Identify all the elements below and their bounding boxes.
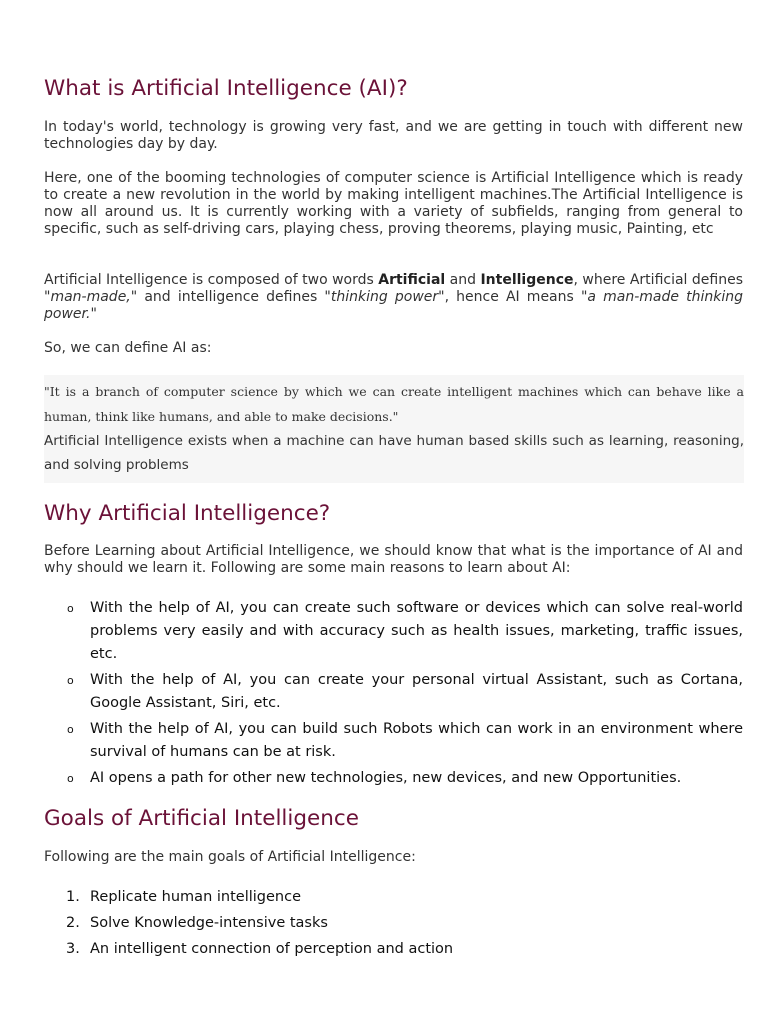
- emphasis-thinking-power: thinking power: [330, 289, 439, 305]
- paragraph-why-intro: Before Learning about Artificial Intelligence, we should know that what is the importance of AI and why should we learn it. Following are some main reasons to learn about AI:: [44, 543, 743, 576]
- term-artificial: Artificial: [378, 272, 446, 288]
- definition-box: [44, 375, 744, 483]
- paragraph-booming-tech: Here, one of the booming technologies of computer science is Artificial Intelligence which is ready to create a new revolution in the world by making intelligent machines.The Artificial Intelligence is now all around us. It is currently working with a variety of subfields, ranging from general to specific, such as self-driving cars, playing chess, proving theorems, playing music, Painting, etc: [44, 170, 743, 237]
- text-fragment: ": [90, 306, 97, 322]
- heading-why-ai: Why Artificial Intelligence?: [44, 501, 331, 526]
- list-item-text: AI opens a path for other new technologies, new devices, and new Opportunities.: [90, 770, 682, 786]
- goals-list: [44, 886, 743, 964]
- list-item-text: Solve Knowledge-intensive tasks: [90, 915, 328, 931]
- list-item-text: With the help of AI, you can create such software or devices which can solve real-world problems very easily and with accuracy such as health issues, marketing, traffic issues, etc.: [90, 600, 743, 662]
- emphasis-definition: a man-made thinking power.: [44, 289, 743, 322]
- paragraph-define-ai: So, we can define AI as:: [44, 340, 212, 356]
- list-item-text: Replicate human intelligence: [90, 889, 301, 905]
- list-item: [44, 669, 743, 715]
- paragraph-two-words: [44, 272, 743, 323]
- reasons-list: [44, 597, 743, 793]
- list-item: [44, 938, 743, 961]
- text-fragment: ", hence AI means ": [438, 289, 588, 305]
- bullet-icon: o: [67, 602, 74, 615]
- bullet-icon: o: [67, 723, 74, 736]
- text-fragment: , where Artificial defines ": [44, 272, 743, 305]
- paragraph-intro: In today's world, technology is growing very fast, and we are getting in touch with different new technologies day by day.: [44, 119, 743, 152]
- list-item-text: An intelligent connection of perception and action: [90, 941, 454, 957]
- list-item: [44, 718, 743, 764]
- definition-footnote: Artificial Intelligence exists when a machine can have human based skills such as learning, reasoning, and solving problems: [44, 433, 744, 473]
- list-item: [44, 912, 743, 935]
- bullet-icon: o: [67, 772, 74, 785]
- term-intelligence: Intelligence: [480, 272, 574, 288]
- list-item: [44, 886, 743, 909]
- list-item: [44, 767, 743, 790]
- list-item-text: With the help of AI, you can build such Robots which can work in an environment where survival of humans can be at risk.: [90, 721, 743, 760]
- bullet-icon: o: [67, 674, 74, 687]
- definition-quote: "It is a branch of computer science by which we can create intelligent machines which can behave like a human, think like humans, and able to make decisions.": [44, 384, 744, 424]
- heading-goals: Goals of Artificial Intelligence: [44, 806, 359, 831]
- list-item: [44, 597, 743, 666]
- text-fragment: Artificial Intelligence is composed of two words: [44, 272, 379, 288]
- emphasis-man-made: man-made,: [50, 289, 131, 305]
- heading-what-is-ai: What is Artificial Intelligence (AI)?: [44, 76, 408, 101]
- text-fragment: and: [445, 272, 481, 288]
- list-number: 3.: [66, 941, 80, 957]
- list-item-text: With the help of AI, you can create your personal virtual Assistant, such as Cortana, Google Assistant, Siri, etc.: [90, 672, 743, 711]
- list-number: 2.: [66, 915, 80, 931]
- text-fragment: " and intelligence defines ": [130, 289, 331, 305]
- list-number: 1.: [66, 889, 80, 905]
- paragraph-goals-intro: Following are the main goals of Artificial Intelligence:: [44, 849, 416, 865]
